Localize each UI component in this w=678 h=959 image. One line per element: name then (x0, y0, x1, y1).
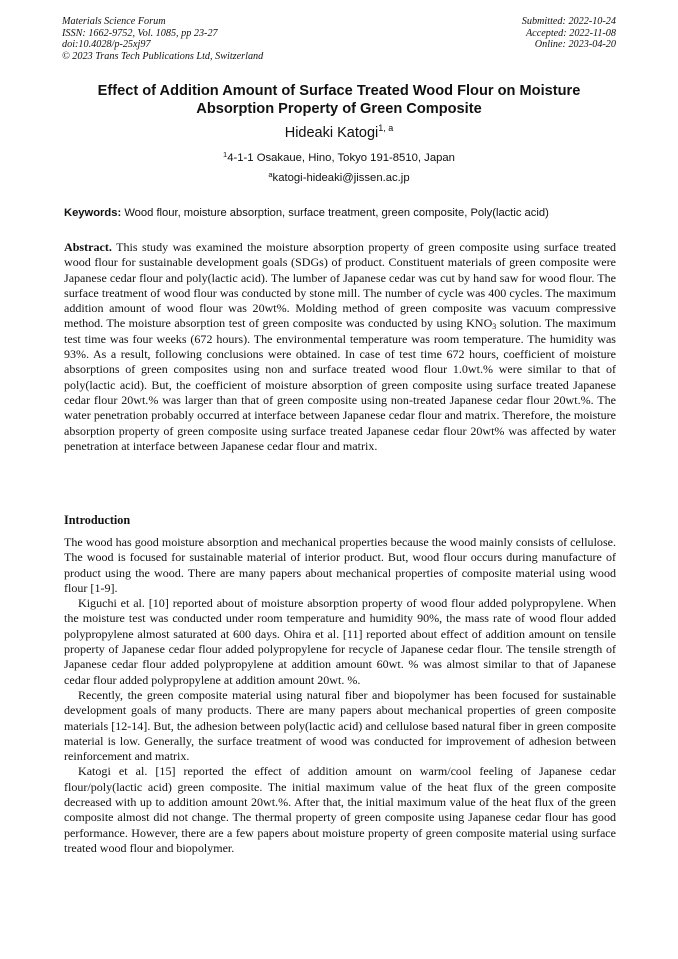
abstract-label: Abstract. (64, 240, 112, 254)
intro-paragraph-4: Katogi et al. [15] reported the effect of addition amount on warm/cool feeling of Japanese cedar flour/poly(lactic acid) green composite. The initial maximum value of the heat flux of the green composite decreased with up to addition amount 20wt.%. After that, the initial maximum value of the heat flux of the green composite almost did not change. The thermal property of green composite using Japanese cedar flour has good performance. However, there are a few papers about moisture property of green composite material using surface treated wood flour and biopolymer. (64, 764, 616, 855)
journal-name: Materials Science Forum (62, 16, 166, 27)
affiliation-text: 4-1-1 Osakaue, Hino, Tokyo 191-8510, Japan (227, 152, 455, 164)
abstract-text-part1: This study was examined the moisture absorption property of green composite using surface treated wood flour for sustainable development goals (SDGs) of product. Constituent materials of green composite were Japanese cedar flour and poly(lactic acid). The lumber of Japanese cedar was cut by hand saw for wood flour. The surface treatment of wood flour was conducted by stone mill. The number of cycle was 400 cycles. The maximum addition amount of wood flour was 20wt%. Molding method of green composite was vacuum compressive method. The moisture absorption test of green composite was conducted by using KNO (64, 240, 617, 331)
paper-title: Effect of Addition Amount of Surface Treated Wood Flour on Moisture Absorption Property of Green Composite (97, 83, 581, 117)
intro-paragraph-3: Recently, the green composite material using natural fiber and biopolymer has been focused for sustainable development goals of many products. There are many papers about mechanical properties of green composite materials [12-14]. But, the adhesion between poly(lactic acid) and cellulose based natural fiber in green composite material is low. Generally, the surface treatment of wood was conducted for improvement of adhesion between reinforcement and matrix. (64, 687, 616, 764)
author-email (60, 171, 618, 185)
submitted-date: Submitted: 2022-10-24 (521, 16, 616, 27)
author-marks: 1, a (378, 123, 394, 133)
issn-line: ISSN: 1662-9752, Vol. 1085, pp 23-27 (62, 27, 218, 39)
introduction-heading: Introduction (64, 513, 131, 527)
author-name: Hideaki Katogi (284, 125, 379, 141)
journal-header-right (522, 16, 616, 51)
journal-header-left (62, 16, 263, 62)
online-date: Online: 2023-04-20 (534, 39, 616, 51)
email-text[interactable]: katogi-hideaki@jissen.ac.jp (272, 172, 410, 184)
keywords-label: Keywords: (64, 207, 122, 219)
email-mark: a (268, 170, 273, 179)
affiliation-mark: 1 (223, 150, 228, 159)
copyright-line: © 2023 Trans Tech Publications Ltd, Switzerland (62, 50, 264, 62)
doi-line[interactable]: doi:10.4028/p-25xj97 (62, 39, 151, 51)
keywords-text: Wood flour, moisture absorption, surface treatment, green composite, Poly(lactic acid) (124, 207, 549, 219)
introduction-body (64, 535, 616, 856)
affiliation (60, 151, 618, 165)
kno3-subscript: 3 (492, 322, 497, 332)
abstract (64, 240, 616, 454)
abstract-text-part2: solution. The maximum test time was four weeks (672 hours). The environmental temperature was room temperature. The humidity was 93%. As a result, following conclusions were obtained. In case of test time 672 hours, coefficient of moisture absorptions of green composites using non and surface treated wood flour 1.0wt.% were similar to that of poly(lactic acid). But, the coefficient of moisture absorption of green composite using surface treated Japanese cedar flour 20wt.% was larger than that of green composite using non-treated Japanese cedar flour 20wt.%. The water penetration probably occurred at interface between Japanese cedar flour and matrix. Therefore, the moisture absorption property of green composite using surface treated Japanese cedar flour 20wt% was affected by water penetration at interface between Japanese cedar flour and matrix. (64, 316, 617, 453)
author-line (60, 124, 618, 142)
accepted-date: Accepted: 2022-11-08 (525, 27, 616, 39)
intro-paragraph-1: The wood has good moisture absorption and mechanical properties because the wood mainly consists of cellulose. The wood is focused for sustainable material of interior product. But, wood flour occurs during manufacture of product using the wood. There are many papers about mechanical properties of composite material using wood flour [1-9]. (64, 535, 616, 595)
intro-paragraph-2: Kiguchi et al. [10] reported about of moisture absorption property of wood flour added polypropylene. When the moisture test was conducted under room temperature and humidity 90%, the mass rate of wood flour added polypropylene almost saturated at 600 days. Ohira et al. [11] reported about effect of addition amount on tensile property of Japanese cedar flour added polypropylene for recycle of Japanese cedar flour. The tensile strength of Japanese cedar flour added polypropylene at addition amount 60wt. % was almost similar to that of Japanese cedar flour added polypropylene at addition amount 20wt. %. (64, 596, 616, 687)
keywords (64, 206, 616, 220)
